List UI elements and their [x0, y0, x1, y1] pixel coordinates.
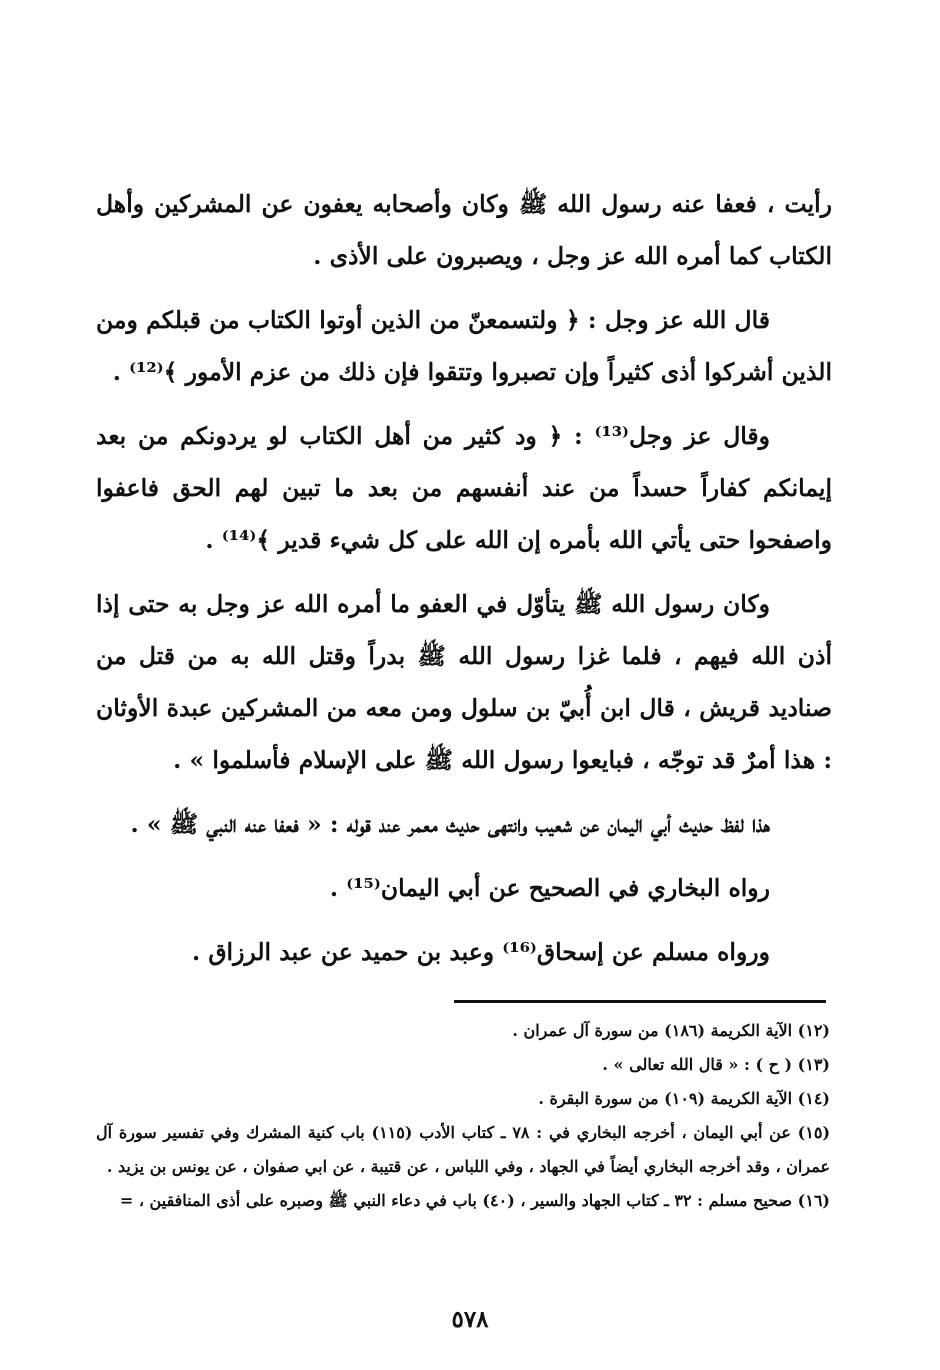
paragraph-6: رواه البخاري في الصحيح عن أبي اليمان⁽¹⁵⁾ . [329, 874, 770, 902]
paragraph-3: وقال عز وجل⁽¹³⁾ : ﴿ ود كثير من أهل الكتاب لو يردونكم من بعد إيمانكم كفاراً حسداً من عند أنفسهم من بعد ما تبين لهم الحق فاعفوا واصفحوا حتى يأتي الله بأمره إن الله على كل شيء قدير ﴾⁽¹⁴⁾ . [96, 422, 832, 554]
footnote-13: (١٣) ( ح ) : « قال الله تعالى » . [602, 1055, 830, 1074]
main-text [96, 178, 832, 990]
footnote-16: (١٦) صحيح مسلم : ٣٢ ـ كتاب الجهاد والسير ، (٤٠) باب في دعاء النبي ﷺ وصبره على أذى المنافقين ، = [119, 1191, 830, 1210]
footnote-12: (١٢) الآية الكريمة (١٨٦) من سورة آل عمران . [512, 1021, 830, 1040]
footnote-divider [454, 1000, 826, 1003]
footnote-14: (١٤) الآية الكريمة (١٠٩) من سورة البقرة . [538, 1089, 830, 1108]
paragraph-1: رأيت ، فعفا عنه رسول الله ﷺ وكان وأصحابه يعفون عن المشركين وأهل الكتاب كما أمره الله عز وجل ، ويصبرون على الأذى . [96, 190, 832, 270]
footnotes [96, 1014, 830, 1218]
paragraph-2: قال الله عز وجل : ﴿ ولتسمعنّ من الذين أوتوا الكتاب من قبلكم ومن الذين أشركوا أذى كثيراً وإن تصبروا وتتقوا فإن ذلك من عزم الأمور ﴾⁽¹²⁾ . [96, 306, 832, 386]
paragraph-7: ورواه مسلم عن إسحاق⁽¹⁶⁾ وعبد بن حميد عن عبد الرزاق . [191, 938, 770, 966]
paragraph-4: وكان رسول الله ﷺ يتأوّل في العفو ما أمره الله عز وجل به حتى إذا أذن الله فيهم ، فلما غزا رسول الله ﷺ بدراً وقتل الله به من قتل من صناديد قريش ، قال ابن أُبيّ بن سلول ومن معه من المشركين عبدة الأوثان : هذا أمرٌ قد توجّه ، فبايعوا رسول الله ﷺ على الإسلام فأسلموا » . [96, 590, 832, 774]
page-number: ٥٧٨ [451, 1306, 489, 1333]
paragraph-5: هذا لفظ حديث أبي اليمان عن شعيب وانتهى حديث معمر عند قوله : « فعفا عنه النبي ﷺ » . [130, 810, 770, 838]
footnote-15: (١٥) عن أبي اليمان ، أخرجه البخاري في : ٧٨ ـ كتاب الأدب (١١٥) باب كنية المشرك وفي تفسير سورة آل عمران ، وقد أخرجه البخاري أيضاً في الجهاد ، وفي اللباس ، عن قتيبة ، عن ابي صفوان ، عن يونس بن يزيد . [96, 1123, 831, 1176]
